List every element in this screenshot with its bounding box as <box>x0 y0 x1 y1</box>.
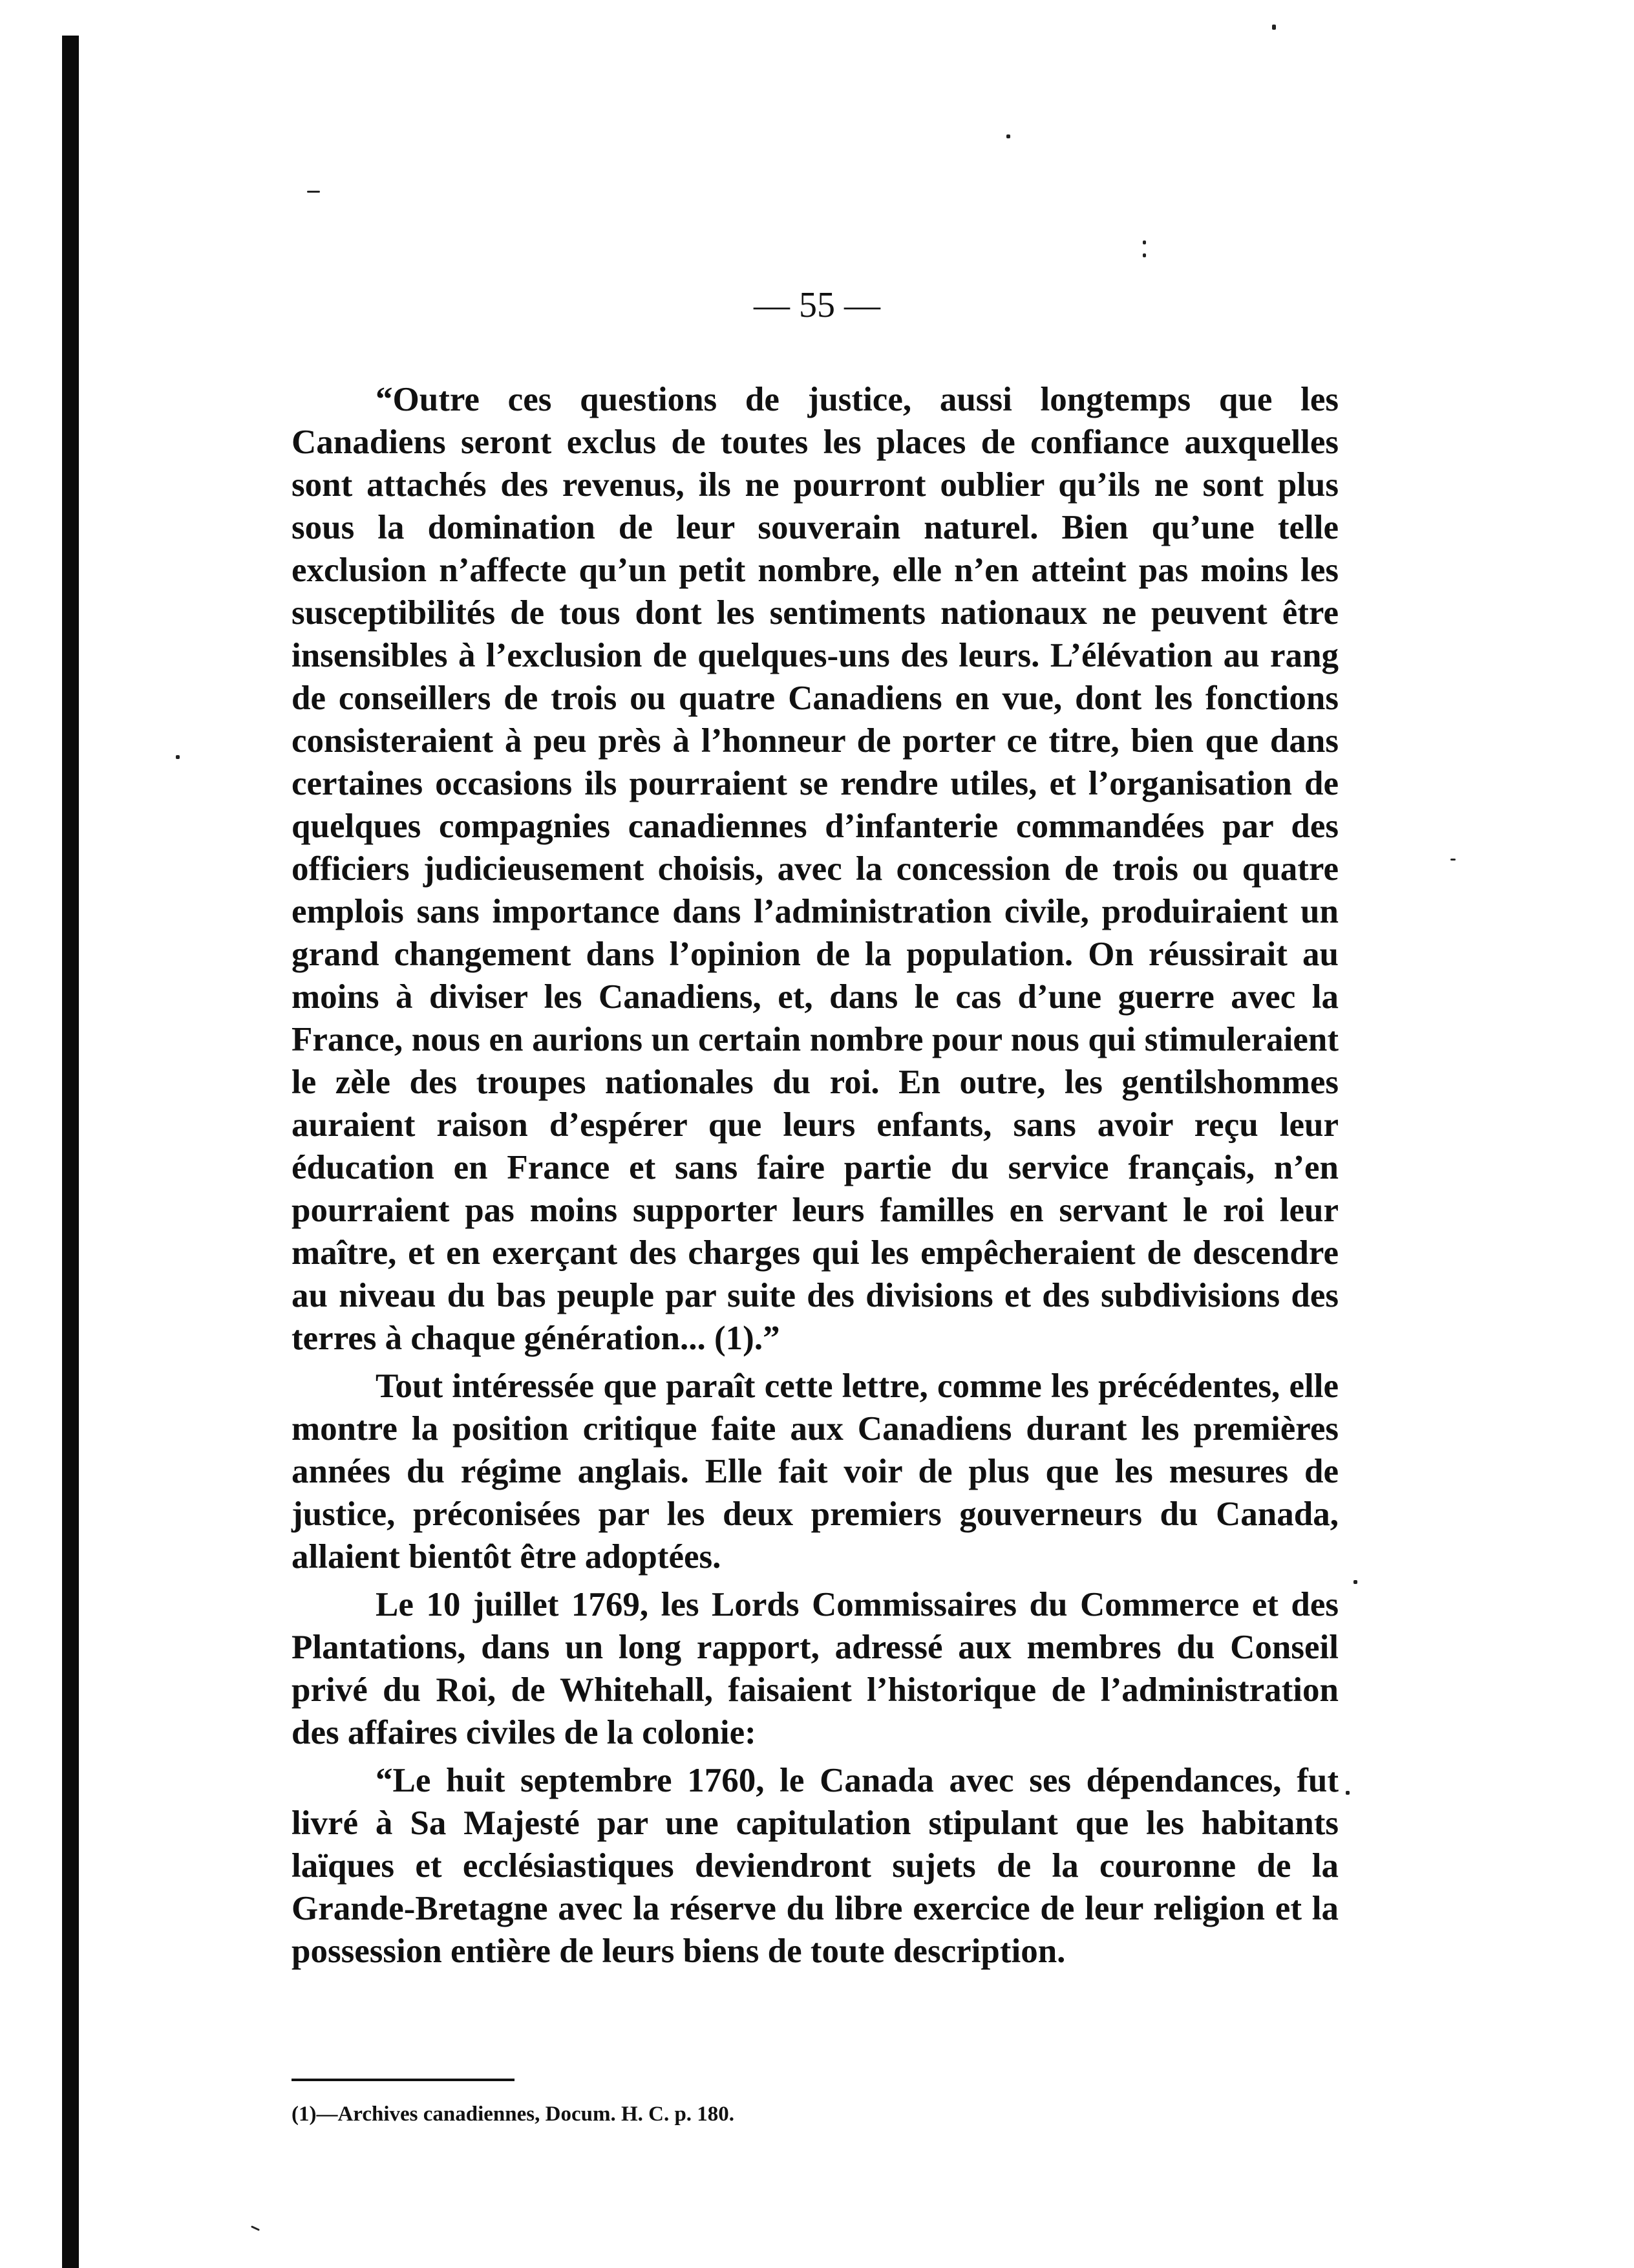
scan-speck <box>1006 134 1010 138</box>
scan-speck <box>1272 25 1276 30</box>
scan-speck <box>1450 859 1456 861</box>
paragraph-commentary: Tout intéressée que paraît cette lettre, comme les précédentes, elle montre la position critique faite aux Canadiens durant les premières années du régime anglais. Elle fait voir de plus que les mesures de justice, préconisées par les deux premiers gouverneurs du Canada, allaient bientôt être adoptées. <box>292 1367 1339 1576</box>
scan-speck <box>251 2225 260 2231</box>
scan-speck <box>307 191 320 193</box>
page-number: — 55 — <box>754 285 880 325</box>
footnote-divider <box>292 2079 515 2081</box>
paragraph-lords-commissioners: Le 10 juillet 1769, les Lords Commissaires du Commerce et des Plantations, dans un long rapport, adressé aux membres du Conseil privé du Roi, de Whitehall, faisaient l’historique de l’administration des affaires civiles de la colonie: <box>292 1586 1339 1751</box>
scan-speck <box>1346 1791 1350 1795</box>
scan-speck <box>1143 241 1146 244</box>
scan-binding-edge <box>62 36 79 2268</box>
paragraph-quote-report: “Le huit septembre 1760, le Canada avec ses dépendances, fut livré à Sa Majesté par une capitulation stipulant que les habitants laïques et ecclésiastiques deviendront sujets de la couronne de la Grande-Bretagne avec la réserve du libre exercice de leur religion et la possession entière de leurs biens de toute description. <box>292 1762 1339 1970</box>
body-text <box>292 378 1339 1973</box>
paragraph-quote-letter: “Outre ces questions de justice, aussi longtemps que les Canadiens seront exclus de toutes les places de confiance auxquelles sont attachés des revenus, ils ne pourront oublier qu’ils ne sont plus sous la domination de leur souverain naturel. Bien qu’une telle exclusion n’affecte qu’un petit nombre, elle n’en atteint pas moins les susceptibilités de tous dont les sentiments nationaux ne peuvent être insensibles à l’exclusion de quelques-uns des leurs. L’élévation au rang de conseillers de trois ou quatre Canadiens en vue, dont les fonctions consisteraient à peu près à l’honneur de porter ce titre, bien que dans certaines occasions ils pourraient se rendre utiles, et l’organisation de quelques compagnies canadiennes d’infanterie commandées par des officiers judicieusement choisis, avec la concession de trois ou quatre emplois sans importance dans l’administration civile, produiraient un grand changement dans l’opinion de la population. On réussirait au moins à diviser les Canadiens, et, dans le cas d’une guerre avec la France, nous en aurions un certain nombre pour nous qui stimuleraient le zèle des troupes nationales du roi. En outre, les gentilshommes auraient raison d’espérer que leurs enfants, sans avoir reçu leur éducation en France et sans faire partie du service français, n’en pourraient pas moins supporter leurs familles en servant le roi leur maître, et en exerçant des charges qui les empêcheraient de descendre au niveau du bas peuple par suite des divisions et des subdivisions des terres à chaque génération... (1).” <box>292 381 1339 1357</box>
footnote: (1)—Archives canadiennes, Docum. H. C. p. 180. <box>292 2102 735 2126</box>
scan-speck <box>1353 1580 1357 1584</box>
scan-speck <box>1143 253 1146 257</box>
scan-speck <box>176 755 180 759</box>
